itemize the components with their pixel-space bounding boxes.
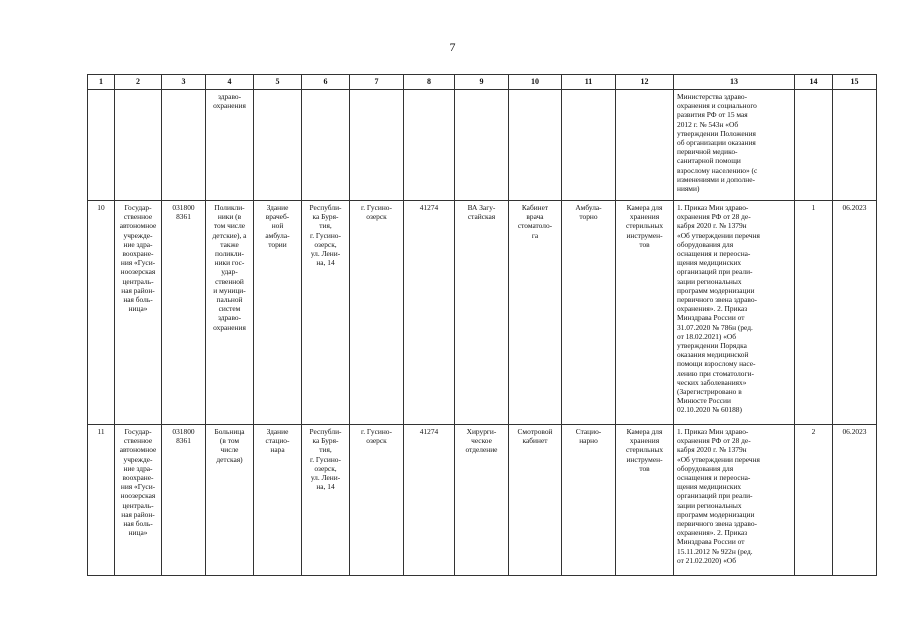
cell-row-number (88, 90, 115, 201)
table-row-continuation (88, 90, 877, 201)
cell-code: 41274 (404, 425, 455, 576)
cell-room: Смотровой кабинет (509, 425, 562, 576)
cell-facility-type: здраво- охранения (206, 90, 254, 201)
header-cell: 14 (795, 75, 833, 90)
header-cell: 6 (302, 75, 350, 90)
header-row (88, 75, 877, 90)
cell-date: 06.2023 (833, 201, 877, 425)
cell-facility-type: Больница (в том числе детская) (206, 425, 254, 576)
cell-organization: Государ- ственное автономное учрежде- ние здра- воохране- ния «Гуси- ноозерская централь- ная район- ная боль- ница» (115, 201, 162, 425)
cell-quantity: 1 (795, 201, 833, 425)
cell-department: ВА Загу- стайская (455, 201, 509, 425)
header-cell: 9 (455, 75, 509, 90)
cell-row-number: 10 (88, 201, 115, 425)
cell-code (404, 90, 455, 201)
equipment-register-table (87, 74, 877, 576)
cell-legal-basis: Министерства здраво- охранения и социального развития РФ от 15 мая 2012 г. № 543н «Об утверждении Положения об организации оказания первичной медико- санитарной помощи взрослому населению» (с изменениями и дополне- ниями) (674, 90, 795, 201)
cell-address: Республи- ка Буря- тия, г. Гусино- озерск, ул. Лени- на, 14 (302, 425, 350, 576)
cell-quantity: 2 (795, 425, 833, 576)
header-cell: 13 (674, 75, 795, 90)
cell-organization (115, 90, 162, 201)
cell-department: Хирурги- ческое отделение (455, 425, 509, 576)
header-cell: 3 (162, 75, 206, 90)
cell-building: Здание стацио- нара (254, 425, 302, 576)
cell-inn: 031800 8361 (162, 201, 206, 425)
table-row (88, 201, 877, 425)
cell-organization: Государ- ственное автономное учрежде- ние здра- воохране- ния «Гуси- ноозерская централь- ная район- ная боль- ница» (115, 425, 162, 576)
cell-care-form: Стацио- нарно (562, 425, 616, 576)
header-cell: 4 (206, 75, 254, 90)
cell-equipment: Камера для хранения стерильных инструмен- тов (616, 425, 674, 576)
cell-legal-basis: 1. Приказ Мин здраво- охранения РФ от 28 де- кабря 2020 г. № 1379н «Об утверждении перечня оборудования для оснащения и переосна- щения медицинских организаций при реали- зации региональных программ модернизации первичного звена здраво- охранения». 2. Приказ Минздрава России от 31.07.2020 № 786н (ред. от 18.02.2021) «Об утверждении Порядка оказания медицинской помощи взрослому насе- лению при стоматологи- ческих заболеваниях» (Зарегистрировано в Минюсте России 02.10.2020 № 60188) (674, 201, 795, 425)
cell-date (833, 90, 877, 201)
cell-facility-type: Поликли- ники (в том числе детские), а также поликли- ники гос- удар- ственной и муници- пальной систем здраво- охранения (206, 201, 254, 425)
cell-room: Кабинет врача стоматоло- га (509, 201, 562, 425)
cell-address: Республи- ка Буря- тия, г. Гусино- озерск, ул. Лени- на, 14 (302, 201, 350, 425)
cell-settlement: г. Гусино- озерск (350, 201, 404, 425)
cell-building (254, 90, 302, 201)
cell-settlement (350, 90, 404, 201)
cell-date: 06.2023 (833, 425, 877, 576)
cell-code: 41274 (404, 201, 455, 425)
cell-equipment: Камера для хранения стерильных инструмен- тов (616, 201, 674, 425)
header-cell: 15 (833, 75, 877, 90)
cell-settlement: г. Гусино- озерск (350, 425, 404, 576)
cell-legal-basis: 1. Приказ Мин здраво- охранения РФ от 28 де- кабря 2020 г. № 1379н «Об утверждении перечня оборудования для оснащения и переосна- щения медицинских организаций при реали- зации региональных программ модернизации первичного звена здраво- охранения». 2. Приказ Минздрава России от 15.11.2012 № 922н (ред. от 21.02.2020) «Об (674, 425, 795, 576)
cell-room (509, 90, 562, 201)
table-row (88, 425, 877, 576)
cell-quantity (795, 90, 833, 201)
cell-building: Здание врачеб- ной амбула- тории (254, 201, 302, 425)
cell-equipment (616, 90, 674, 201)
header-cell: 5 (254, 75, 302, 90)
cell-address (302, 90, 350, 201)
header-cell: 10 (509, 75, 562, 90)
header-cell: 1 (88, 75, 115, 90)
header-cell: 12 (616, 75, 674, 90)
header-cell: 8 (404, 75, 455, 90)
cell-inn: 031800 8361 (162, 425, 206, 576)
cell-care-form: Амбула- торно (562, 201, 616, 425)
header-cell: 11 (562, 75, 616, 90)
cell-inn (162, 90, 206, 201)
page-number: 7 (449, 40, 456, 54)
cell-department (455, 90, 509, 201)
header-cell: 2 (115, 75, 162, 90)
header-cell: 7 (350, 75, 404, 90)
cell-care-form (562, 90, 616, 201)
cell-row-number: 11 (88, 425, 115, 576)
